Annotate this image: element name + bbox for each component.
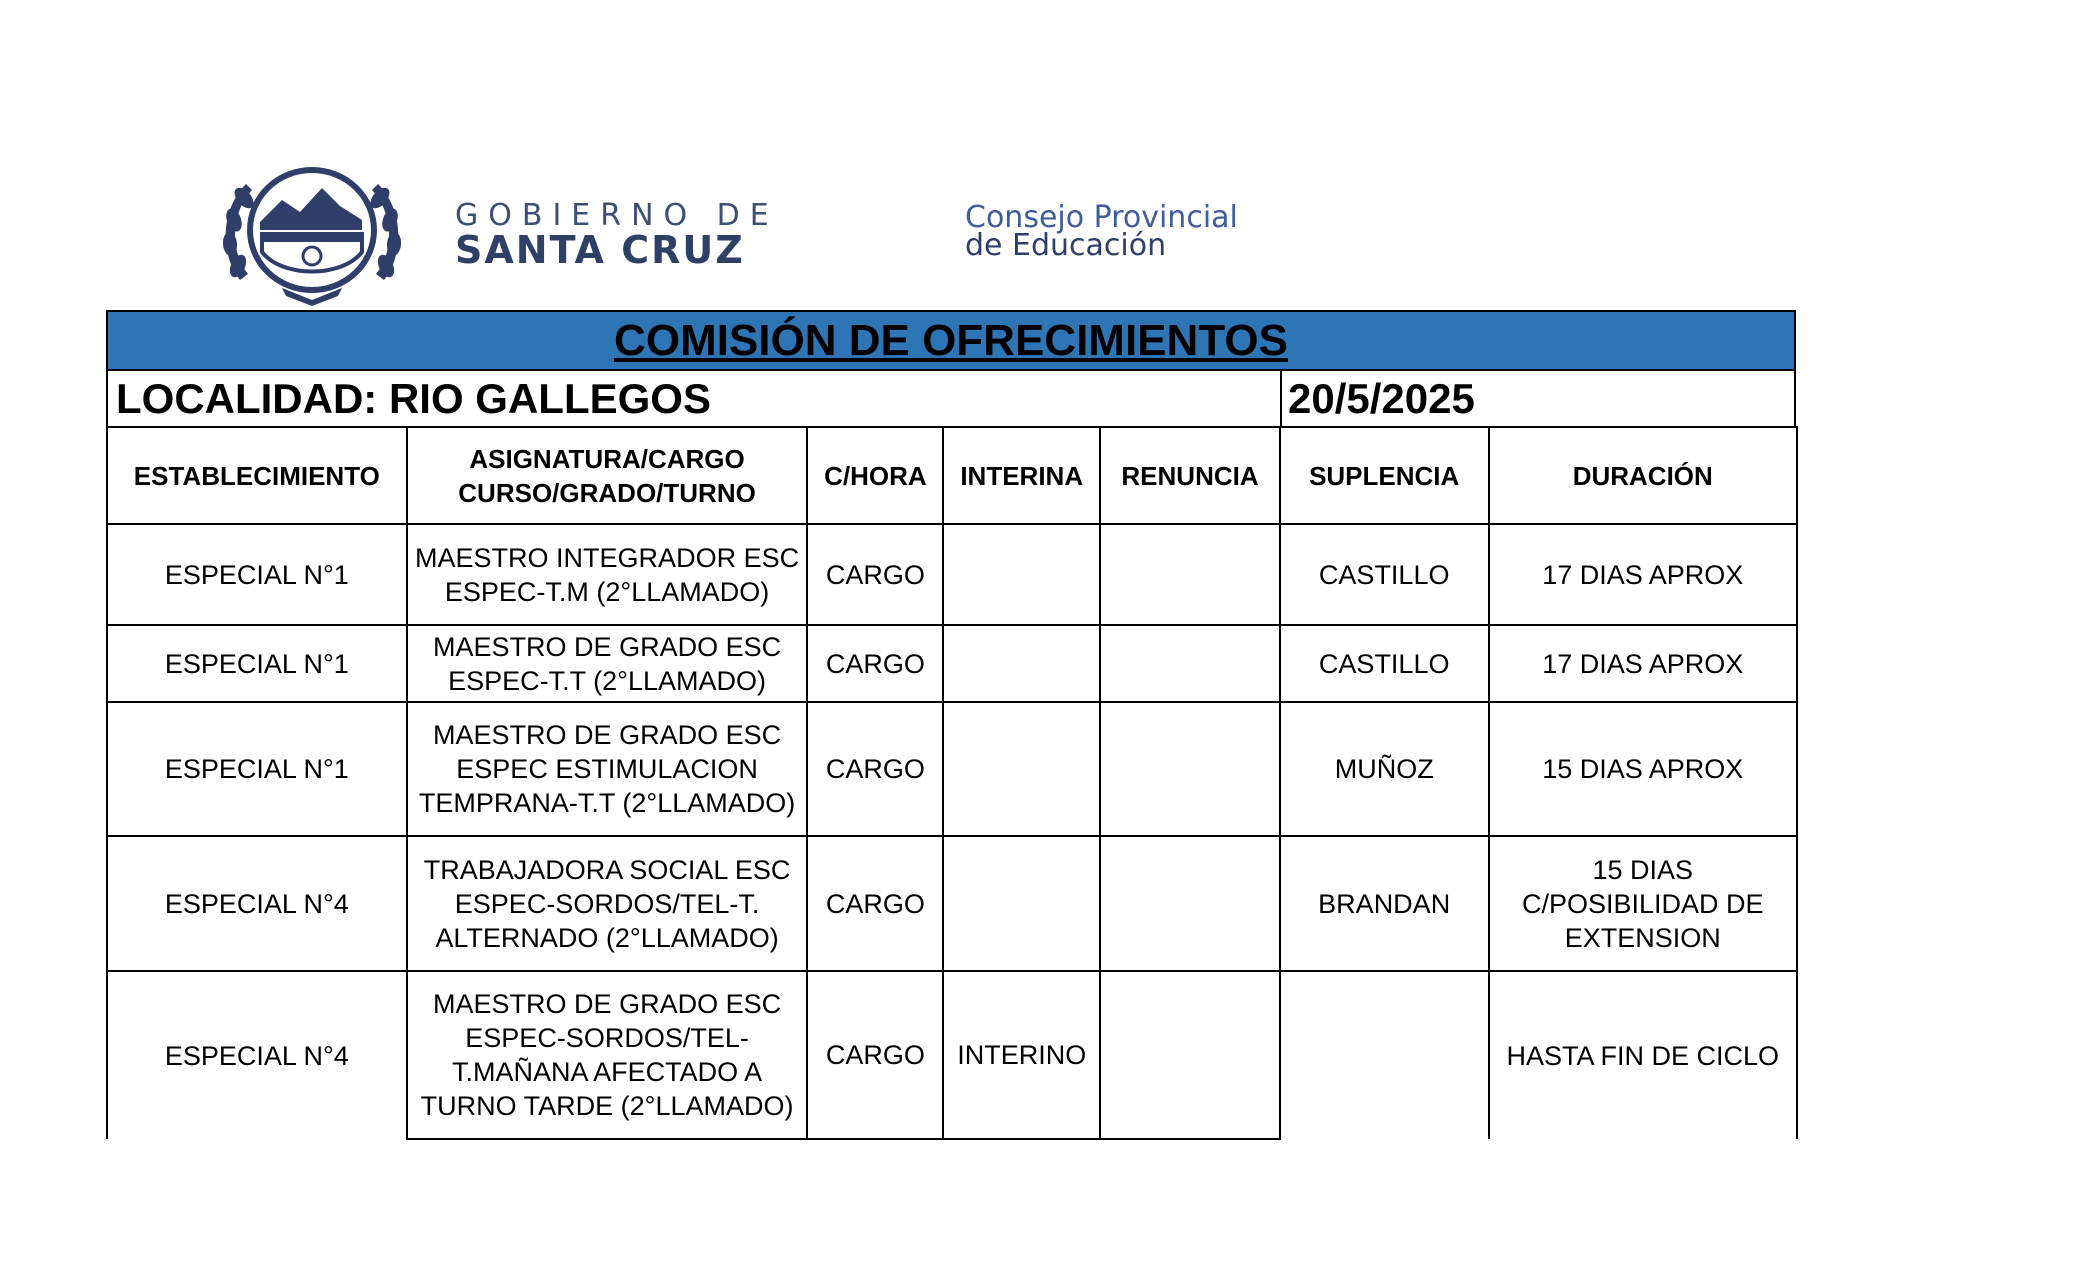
santa-cruz-seal-icon (212, 160, 412, 308)
cell-chora: CARGO (807, 524, 943, 625)
logo-line-gobierno: GOBIERNO DE (455, 198, 779, 233)
title-banner (106, 310, 1796, 369)
cell-chora: CARGO (807, 971, 943, 1139)
locality-label: LOCALIDAD: RIO GALLEGOS (116, 375, 711, 422)
logo-line-consejo: Consejo Provincial (965, 200, 1238, 235)
cell-suplencia: MUÑOZ (1280, 702, 1489, 836)
header-row (107, 427, 1797, 524)
cell-suplencia: BRANDAN (1280, 836, 1489, 971)
cell-renuncia (1100, 625, 1280, 702)
cell-establecimiento: ESPECIAL N°1 (107, 702, 407, 836)
cell-asignatura: MAESTRO DE GRADO ESC ESPEC-T.T (2°LLAMADO) (407, 625, 808, 702)
table-row (107, 625, 1797, 702)
cell-renuncia (1100, 524, 1280, 625)
cell-chora: CARGO (807, 702, 943, 836)
cell-suplencia: CASTILLO (1280, 625, 1489, 702)
offers-table (106, 426, 1798, 1140)
table-row (107, 524, 1797, 625)
cell-interina (943, 702, 1100, 836)
cell-establecimiento: ESPECIAL N°4 (107, 971, 407, 1139)
cell-asignatura: TRABAJADORA SOCIAL ESC ESPEC-SORDOS/TEL-T. ALTERNADO (2°LLAMADO) (407, 836, 808, 971)
cell-chora: CARGO (807, 625, 943, 702)
logo-line-educacion: de Educación (965, 228, 1167, 263)
column-header: INTERINA (943, 427, 1100, 524)
cell-suplencia (1280, 971, 1489, 1139)
cell-chora: CARGO (807, 836, 943, 971)
consejo-provincial-logo (965, 200, 1385, 274)
cell-establecimiento: ESPECIAL N°1 (107, 524, 407, 625)
column-header: RENUNCIA (1100, 427, 1280, 524)
cell-asignatura: MAESTRO INTEGRADOR ESC ESPEC-T.M (2°LLAMADO) (407, 524, 808, 625)
locality-row (106, 369, 1796, 426)
cell-duracion: HASTA FIN DE CICLO (1489, 971, 1798, 1139)
cell-establecimiento: ESPECIAL N°1 (107, 625, 407, 702)
cell-asignatura: MAESTRO DE GRADO ESC ESPEC-SORDOS/TEL-T.MAÑANA AFECTADO A TURNO TARDE (2°LLAMADO) (407, 971, 808, 1139)
cell-establecimiento: ESPECIAL N°4 (107, 836, 407, 971)
date-label: 20/5/2025 (1280, 371, 1475, 426)
gobierno-santa-cruz-logo (455, 198, 875, 272)
cell-renuncia (1100, 971, 1280, 1139)
table-row (107, 971, 1797, 1139)
column-header: DURACIÓN (1489, 427, 1798, 524)
column-header: C/HORA (807, 427, 943, 524)
cell-interina: INTERINO (943, 971, 1100, 1139)
column-header: ESTABLECIMIENTO (107, 427, 407, 524)
cell-duracion: 17 DIAS APROX (1489, 625, 1798, 702)
column-header: ASIGNATURA/CARGO CURSO/GRADO/TURNO (407, 427, 808, 524)
cell-renuncia (1100, 702, 1280, 836)
cell-interina (943, 836, 1100, 971)
cell-interina (943, 524, 1100, 625)
cell-suplencia: CASTILLO (1280, 524, 1489, 625)
page-title: COMISIÓN DE OFRECIMIENTOS (614, 316, 1288, 365)
logo-line-santa-cruz: SANTA CRUZ (455, 228, 745, 272)
column-header: SUPLENCIA (1280, 427, 1489, 524)
cell-renuncia (1100, 836, 1280, 971)
cell-interina (943, 625, 1100, 702)
table-row (107, 836, 1797, 971)
cell-duracion: 17 DIAS APROX (1489, 524, 1798, 625)
cell-duracion: 15 DIAS APROX (1489, 702, 1798, 836)
cell-asignatura: MAESTRO DE GRADO ESC ESPEC ESTIMULACION TEMPRANA-T.T (2°LLAMADO) (407, 702, 808, 836)
table-row (107, 702, 1797, 836)
cell-duracion: 15 DIAS C/POSIBILIDAD DE EXTENSION (1489, 836, 1798, 971)
